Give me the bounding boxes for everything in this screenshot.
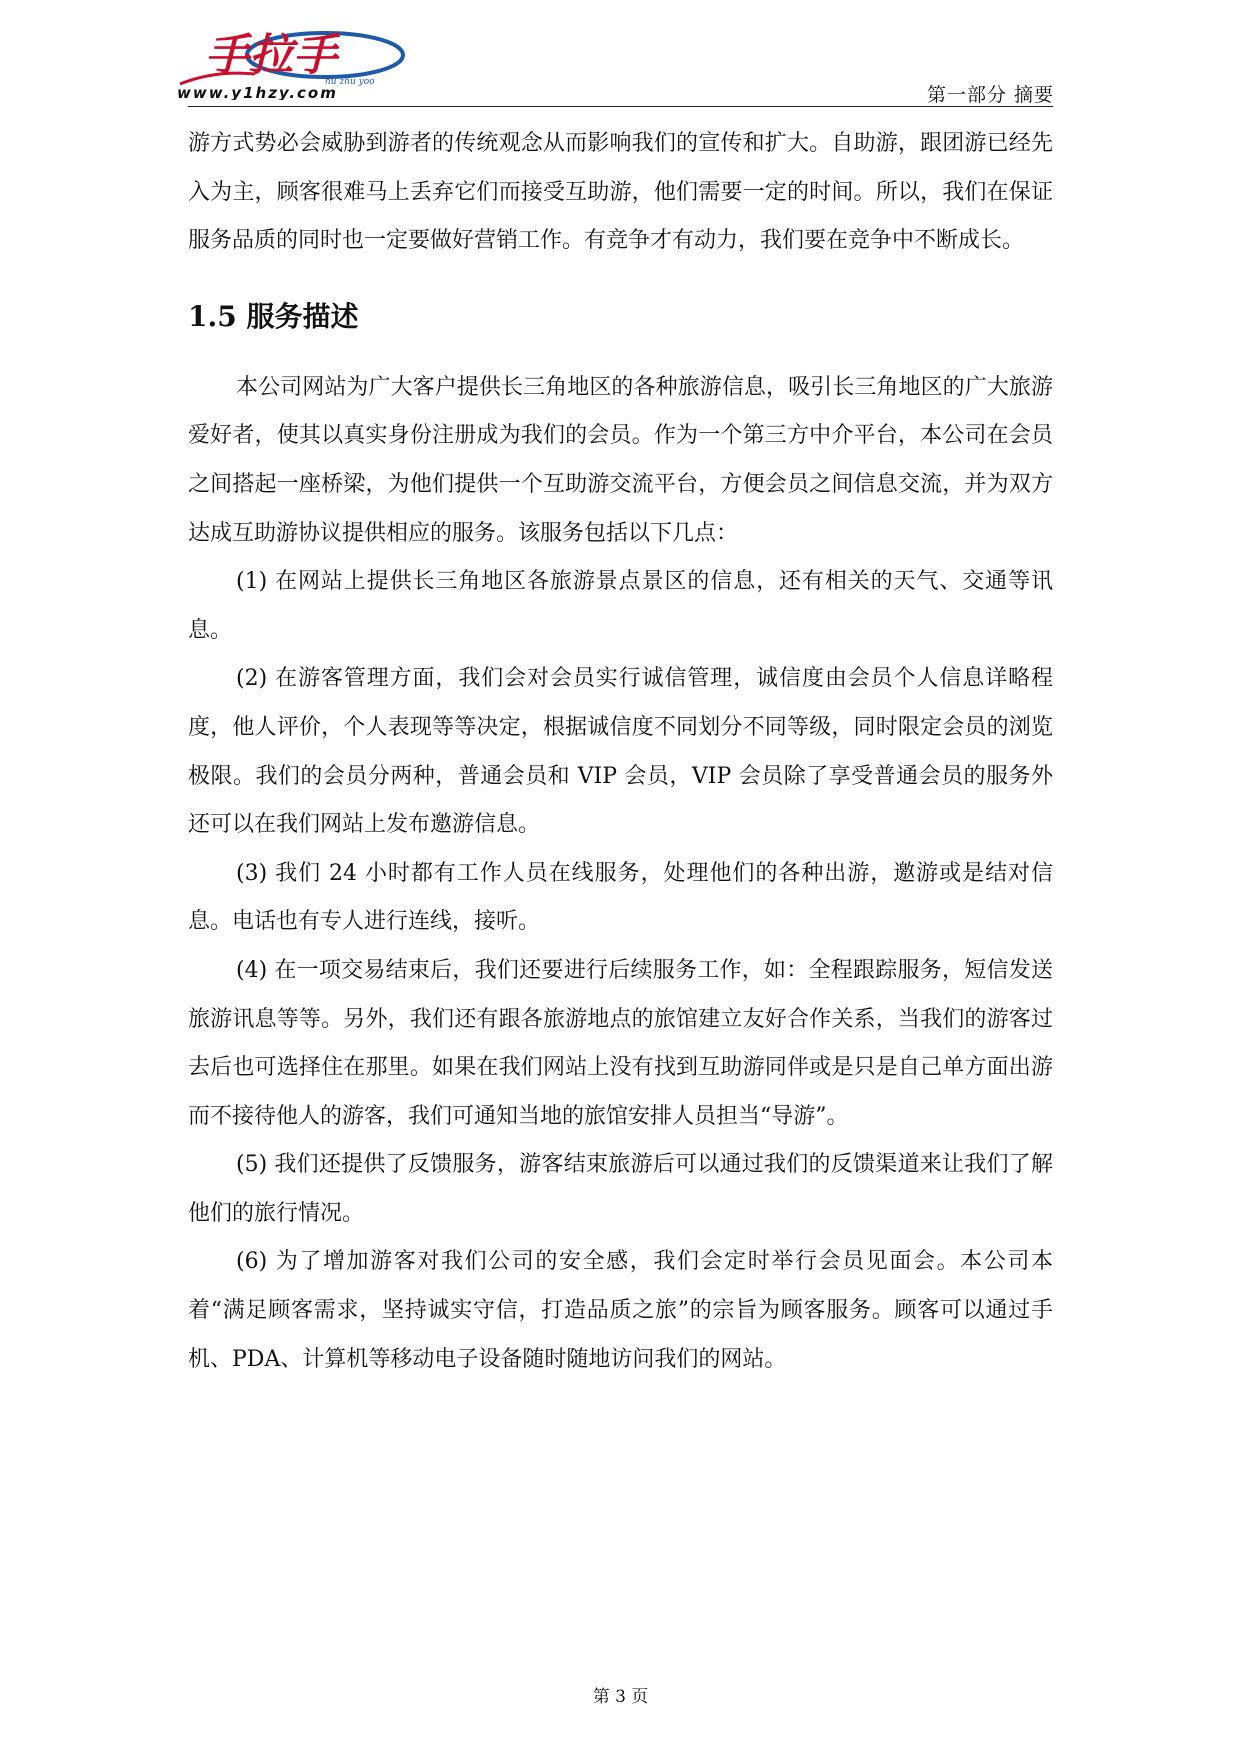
logo-url: www.y1hzy.com (177, 84, 338, 100)
list-item: (4) 在一项交易结束后，我们还要进行后续服务工作，如：全程跟踪服务，短信发送旅游讯息等等。另外，我们还有跟各旅游地点的旅馆建立友好合作关系，当我们的游客过去后也可选择住在那里。如果在我们网站上没有找到互助游同伴或是只是自己单方面出游而不接待他人的游客，我们可通知当地的旅馆安排人员担当“导游”。 (188, 957, 1053, 1129)
intro-paragraph: 本公司网站为广大客户提供长三角地区的各种旅游信息，吸引长三角地区的广大旅游爱好者，使其以真实身份注册成为我们的会员。作为一个第三方中介平台，本公司在会员之间搭起一座桥梁，为他们提供一个互助游交流平台，方便会员之间信息交流，并为双方达成互助游协议提供相应的服务。该服务包括以下几点： (188, 374, 1053, 546)
list-item: (5) 我们还提供了反馈服务，游客结束旅游后可以通过我们的反馈渠道来让我们了解他们的旅行情况。 (188, 1152, 1053, 1226)
header-divider (188, 106, 1053, 107)
section-heading: 1.5 服务描述 (188, 299, 359, 333)
list-item: (6) 为了增加游客对我们公司的安全感，我们会定时举行会员见面会。本公司本着“满足顾客需求，坚持诚实守信，打造品质之旅”的宗旨为顾客服务。顾客可以通过手机、PDA、计算机等移动电子设备随时随地访问我们的网站。 (188, 1249, 1053, 1372)
list-item: (2) 在游客管理方面，我们会对会员实行诚信管理，诚信度由会员个人信息详略程度，他人评价，个人表现等等决定，根据诚信度不同划分不同等级，同时限定会员的浏览极限。我们的会员分两种，普通会员和 VIP 会员，VIP 会员除了享受普通会员的服务外还可以在我们网站上发布邀游信息。 (188, 666, 1053, 838)
continuation-paragraph: 游方式势必会威胁到游者的传统观念从而影响我们的宣传和扩大。自助游，跟团游已经先入为主，顾客很难马上丢弃它们而接受互助游，他们需要一定的时间。所以，我们在保证服务品质的同时也一定要做好营销工作。有竞争才有动力，我们要在竞争中不断成长。 (188, 131, 1053, 254)
page-content (188, 120, 1053, 1384)
list-item: (3) 我们 24 小时都有工作人员在线服务，处理他们的各种出游，邀游或是结对信息。电话也有专人进行连线，接听。 (188, 860, 1053, 935)
list-item: (1) 在网站上提供长三角地区各旅游景点景区的信息，还有相关的天气、交通等讯息。 (188, 569, 1053, 643)
logo-text: 手拉手 (205, 30, 337, 81)
logo (175, 22, 415, 100)
header-section-title: 第一部分 摘要 (926, 84, 1054, 106)
page-number: 第 3 页 (592, 1687, 649, 1707)
logo-pinyin: hu zhu yoo (325, 77, 375, 87)
